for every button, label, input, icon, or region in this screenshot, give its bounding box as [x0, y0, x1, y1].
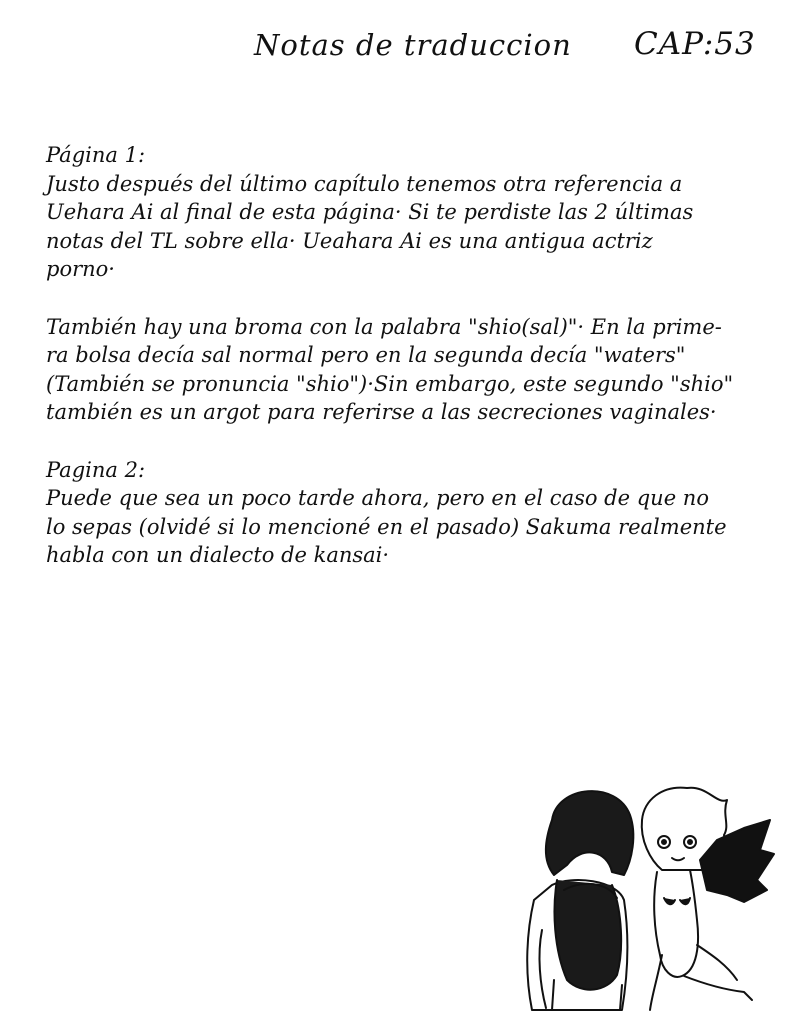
note-heading: Pagina 2: — [46, 457, 146, 482]
chapter-label: CAP:53 — [634, 26, 756, 62]
note-line: (También se pronuncia "shio")·Sin embargo, este segundo "shio" — [46, 371, 734, 396]
manga-characters-illustration — [512, 780, 784, 1016]
note-line: porno· — [46, 257, 115, 281]
note-heading: Página 1: — [46, 143, 146, 167]
note-line: Puede que sea un poco tarde ahora, pero en el caso de que no — [46, 486, 709, 510]
paragraph-gap — [46, 284, 776, 313]
note-line: lo sepas (olvidé si lo mencioné en el pasado) Sakuma realmente — [46, 514, 727, 539]
note-line: Uehara Ai al final de esta página· Si te perdiste las 2 últimas — [46, 200, 694, 224]
note-line: Justo después del último capítulo tenemos otra referencia a — [46, 171, 683, 196]
paragraph-gap — [46, 427, 776, 456]
note-line: habla con un dialecto de kansai· — [46, 543, 390, 567]
note-line: también es un argot para referirse a las secreciones vaginales· — [46, 400, 717, 424]
page-title: Notas de traduccion — [254, 28, 572, 62]
note-line: También hay una broma con la palabra "shio(sal)"· En la prime- — [46, 314, 722, 339]
note-line: ra bolsa decía sal normal pero en la segunda decía "waters" — [46, 343, 686, 367]
note-line: notas del TL sobre ella· Ueahara Ai es una antigua actriz — [46, 228, 653, 253]
notes-body — [46, 141, 776, 570]
